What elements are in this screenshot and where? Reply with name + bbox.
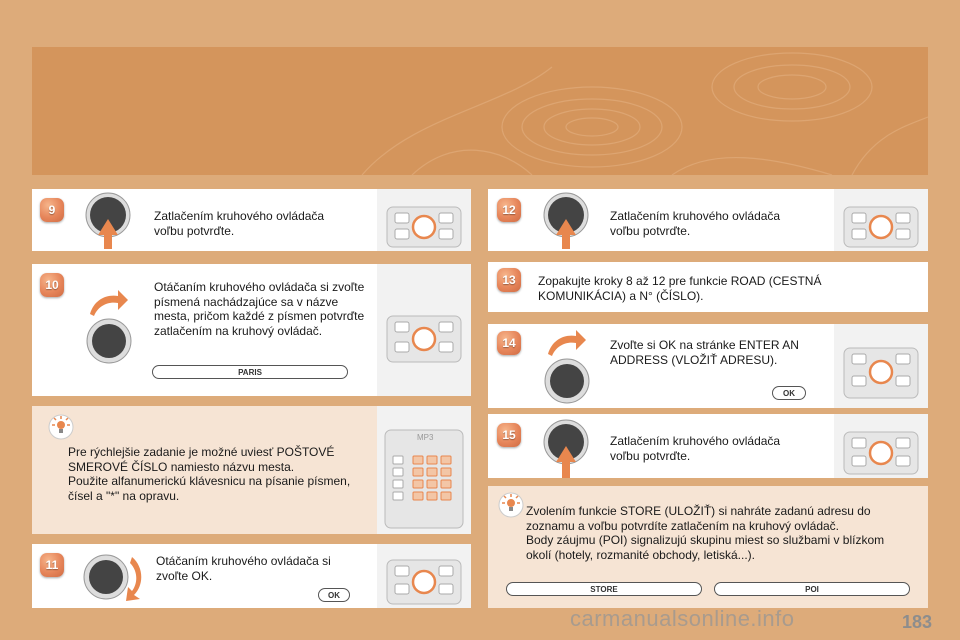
page-number: 183 [902, 612, 933, 632]
step-11-badge: 11 [40, 553, 64, 577]
step-9-panel [32, 189, 471, 251]
step-15-text: Zatlačením kruhového ovládača voľbu potvrďte. [610, 434, 781, 463]
step-13-panel [488, 262, 928, 312]
device-label: MP3 [417, 433, 434, 442]
step-11-panel [32, 544, 471, 608]
keypad-image [377, 406, 471, 534]
lightbulb-icon [498, 492, 524, 518]
tip-right-line2: Body záujmu (POI) signalizujú skupinu miest so službami v blízkom okolí (hotely, rozmanité obchody, letiská...). [526, 533, 885, 562]
radio-panel-image [377, 264, 471, 396]
lightbulb-icon [48, 414, 74, 440]
step-15-badge: 15 [497, 423, 521, 447]
ok-button[interactable]: OK [772, 386, 806, 400]
rotate-arrow-icon [546, 328, 586, 356]
topographic-pattern [32, 47, 928, 175]
tip-left-line2: Použite alfanumerickú klávesnicu na písanie písmen, čísel a "*" na opravu. [68, 474, 351, 503]
knob-press-icon [540, 191, 592, 249]
knob-rotate-icon [544, 358, 590, 404]
knob-rotate-icon [86, 318, 132, 364]
knob-press-icon [82, 191, 134, 249]
step-10-panel [32, 264, 471, 396]
step-11-text: Otáčaním kruhového ovládača si zvoľte OK. [156, 554, 331, 583]
radio-panel-image [377, 544, 471, 608]
step-9-text: Zatlačením kruhového ovládača voľbu potvrďte. [154, 209, 325, 238]
rotate-arrow-icon [88, 288, 128, 316]
step-14-text: Zvoľte si OK na stránke ENTER AN ADDRESS (VLOŽIŤ ADRESU). [610, 338, 799, 367]
step-13-badge: 13 [497, 268, 521, 292]
paris-button[interactable]: PARIS [152, 365, 348, 379]
step-9-badge: 9 [40, 198, 64, 222]
tip-right-line1: Zvolením funkcie STORE (ULOŽIŤ) si nahráte zadanú adresu do zoznamu a voľbu potvrdíte zatlačením na kruhový ovládač. [526, 504, 871, 533]
watermark: carmanualsonline.info [570, 606, 795, 631]
radio-panel-image [834, 189, 928, 251]
step-12-panel [488, 189, 928, 251]
tip-left-line1: Pre rýchlejšie zadanie je možné uviesť POŠTOVÉ SMEROVÉ ČÍSLO namiesto názvu mesta. [68, 445, 335, 474]
radio-panel-image [834, 414, 928, 478]
step-10-badge: 10 [40, 273, 64, 297]
step-15-panel [488, 414, 928, 478]
knob-press-icon [540, 418, 592, 478]
step-13-text: Zopakujte kroky 8 až 12 pre funkcie ROAD (CESTNÁ KOMUNIKÁCIA) a N° (ČÍSLO). [538, 274, 822, 303]
header-banner [32, 47, 928, 175]
ok-button[interactable]: OK [318, 588, 350, 602]
step-12-badge: 12 [497, 198, 521, 222]
step-10-text: Otáčaním kruhového ovládača si zvoľte písmená nachádzajúce sa v názve mesta, pričom každé z písmen potvrďte zatlačením na kruhový ovládač. [154, 280, 365, 338]
step-14-panel [488, 324, 928, 408]
poi-button[interactable]: POI [714, 582, 910, 596]
tip-left-panel [32, 406, 471, 534]
store-button[interactable]: STORE [506, 582, 702, 596]
step-12-text: Zatlačením kruhového ovládača voľbu potvrďte. [610, 209, 781, 238]
radio-panel-image [377, 189, 471, 251]
step-14-badge: 14 [497, 331, 521, 355]
radio-panel-image [834, 324, 928, 408]
tip-right-panel [488, 486, 928, 608]
knob-rotate-icon [82, 553, 154, 603]
